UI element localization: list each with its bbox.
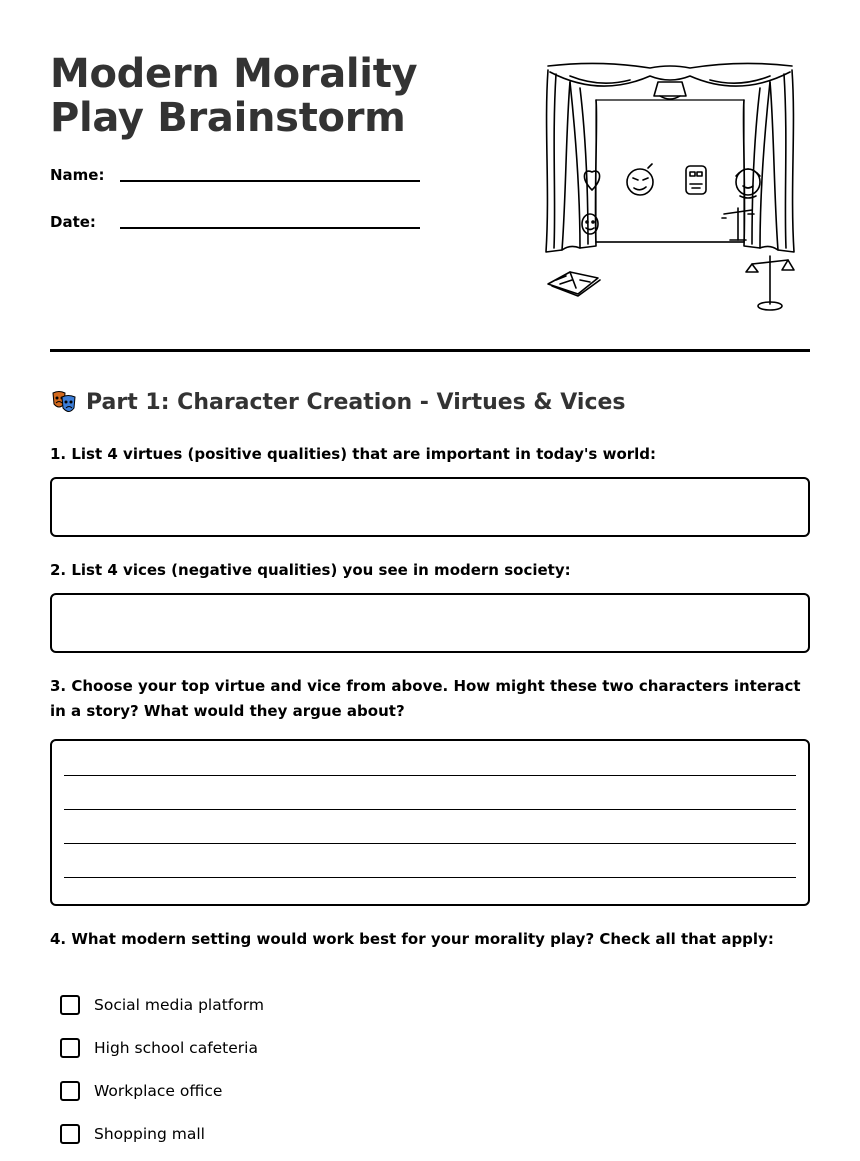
interaction-answer-box[interactable] xyxy=(50,739,810,906)
answer-line xyxy=(64,843,796,844)
answer-line xyxy=(64,809,796,810)
theater-masks-icon xyxy=(50,388,78,416)
checkbox[interactable] xyxy=(60,1081,80,1101)
option-label: Social media platform xyxy=(94,996,264,1014)
checkbox[interactable] xyxy=(60,1038,80,1058)
question-2: 2. List 4 vices (negative qualities) you see in modern society: xyxy=(50,561,571,579)
name-label: Name: xyxy=(50,166,105,184)
date-label: Date: xyxy=(50,213,96,231)
page-title: Modern Morality Play Brainstorm xyxy=(50,51,418,141)
answer-line xyxy=(64,877,796,878)
option-label: Shopping mall xyxy=(94,1125,205,1143)
option-label: Workplace office xyxy=(94,1082,223,1100)
option-label: High school cafeteria xyxy=(94,1039,258,1057)
option-social-media[interactable] xyxy=(60,995,264,1015)
option-mall[interactable] xyxy=(60,1124,205,1144)
answer-line xyxy=(64,775,796,776)
name-input-line[interactable] xyxy=(120,180,420,182)
checkbox[interactable] xyxy=(60,1124,80,1144)
theater-stage-icon xyxy=(540,58,800,318)
section-title-text: Part 1: Character Creation - Virtues & Vices xyxy=(86,389,626,415)
question-4: 4. What modern setting would work best for your morality play? Check all that apply: xyxy=(50,930,774,948)
date-field xyxy=(50,213,96,231)
checkbox[interactable] xyxy=(60,995,80,1015)
question-1: 1. List 4 virtues (positive qualities) that are important in today's world: xyxy=(50,445,657,463)
section-title-part1 xyxy=(50,388,626,416)
virtues-answer-box[interactable] xyxy=(50,477,810,537)
header-divider xyxy=(50,349,810,352)
question-3: 3. Choose your top virtue and vice from above. How might these two characters interact in a story? What would they argue about? xyxy=(50,677,801,720)
date-input-line[interactable] xyxy=(120,227,420,229)
vices-answer-box[interactable] xyxy=(50,593,810,653)
name-field xyxy=(50,166,104,184)
option-office[interactable] xyxy=(60,1081,222,1101)
option-cafeteria[interactable] xyxy=(60,1038,258,1058)
